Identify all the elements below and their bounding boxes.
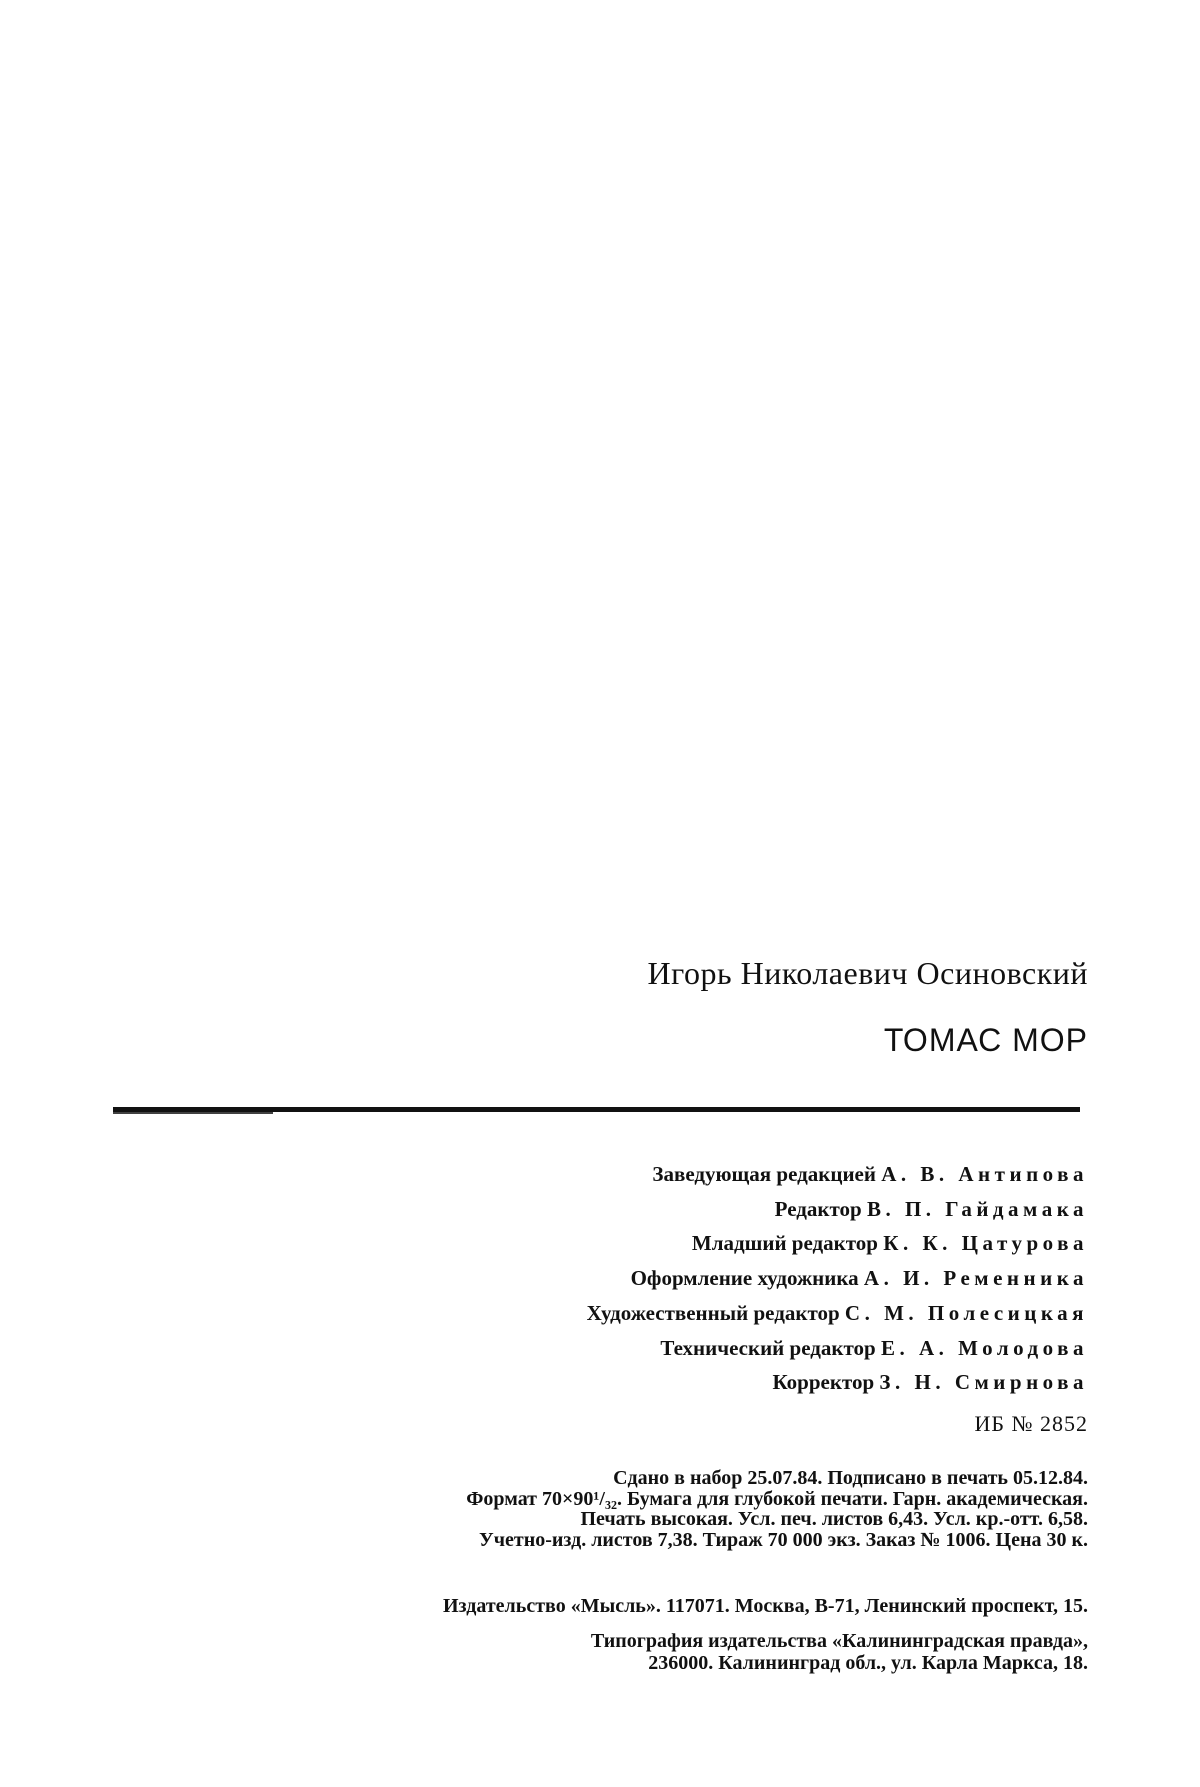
staff-line — [587, 1331, 1088, 1366]
staff-person: С. М. Полесицкая — [844, 1300, 1088, 1325]
editorial-staff-list — [587, 1157, 1088, 1400]
staff-role: Редактор — [774, 1196, 862, 1221]
print-info-line: Печать высокая. Усл. печ. листов 6,43. Усл. кр.-отт. 6,58. — [580, 1508, 1088, 1530]
publisher-address: Издательство «Мысль». 117071. Москва, В-71, Ленинский проспект, 15. — [443, 1595, 1088, 1617]
staff-person: К. К. Цатурова — [883, 1231, 1088, 1256]
staff-line — [587, 1192, 1088, 1227]
staff-line — [587, 1157, 1088, 1192]
staff-role: Оформление художника — [630, 1266, 859, 1291]
staff-role: Заведующая редакцией — [652, 1162, 876, 1186]
staff-role: Корректор — [772, 1370, 875, 1395]
print-info-line: Сдано в набор 25.07.84. Подписано в печать 05.12.84. — [613, 1467, 1088, 1489]
printer-line: Типография издательства «Калининградская правда», — [590, 1630, 1088, 1652]
staff-line — [587, 1365, 1088, 1400]
staff-line — [587, 1261, 1088, 1296]
ib-number: ИБ № 2852 — [974, 1411, 1088, 1436]
staff-role: Младший редактор — [691, 1231, 878, 1256]
staff-line — [587, 1296, 1088, 1331]
staff-role: Художественный редактор — [586, 1300, 840, 1325]
divider-rule-shadow — [113, 1112, 273, 1114]
staff-person: З. Н. Смирнова — [879, 1370, 1088, 1395]
author-name: Игорь Николаевич Осиновский — [647, 955, 1088, 991]
staff-person: А. И. Ременника — [863, 1266, 1088, 1291]
staff-role: Технический редактор — [660, 1335, 876, 1360]
print-info-line: Учетно-изд. листов 7,38. Тираж 70 000 экз. Заказ № 1006. Цена 30 к. — [479, 1528, 1088, 1551]
printer-line: 236000. Калининград обл., ул. Карла Маркса, 18. — [648, 1652, 1088, 1674]
staff-person: Е. А. Молодова — [880, 1335, 1088, 1360]
printer-block — [591, 1630, 1088, 1674]
book-title: ТОМАС МОР — [883, 1022, 1088, 1058]
staff-line — [587, 1226, 1088, 1261]
staff-person: В. П. Гайдамака — [866, 1196, 1088, 1221]
print-info-block — [466, 1468, 1088, 1550]
print-info-line: Формат 70×90¹/₃₂. Бумага для глубокой печати. Гарн. академическая. — [466, 1487, 1088, 1510]
staff-person: А. В. Антипова — [881, 1162, 1088, 1186]
